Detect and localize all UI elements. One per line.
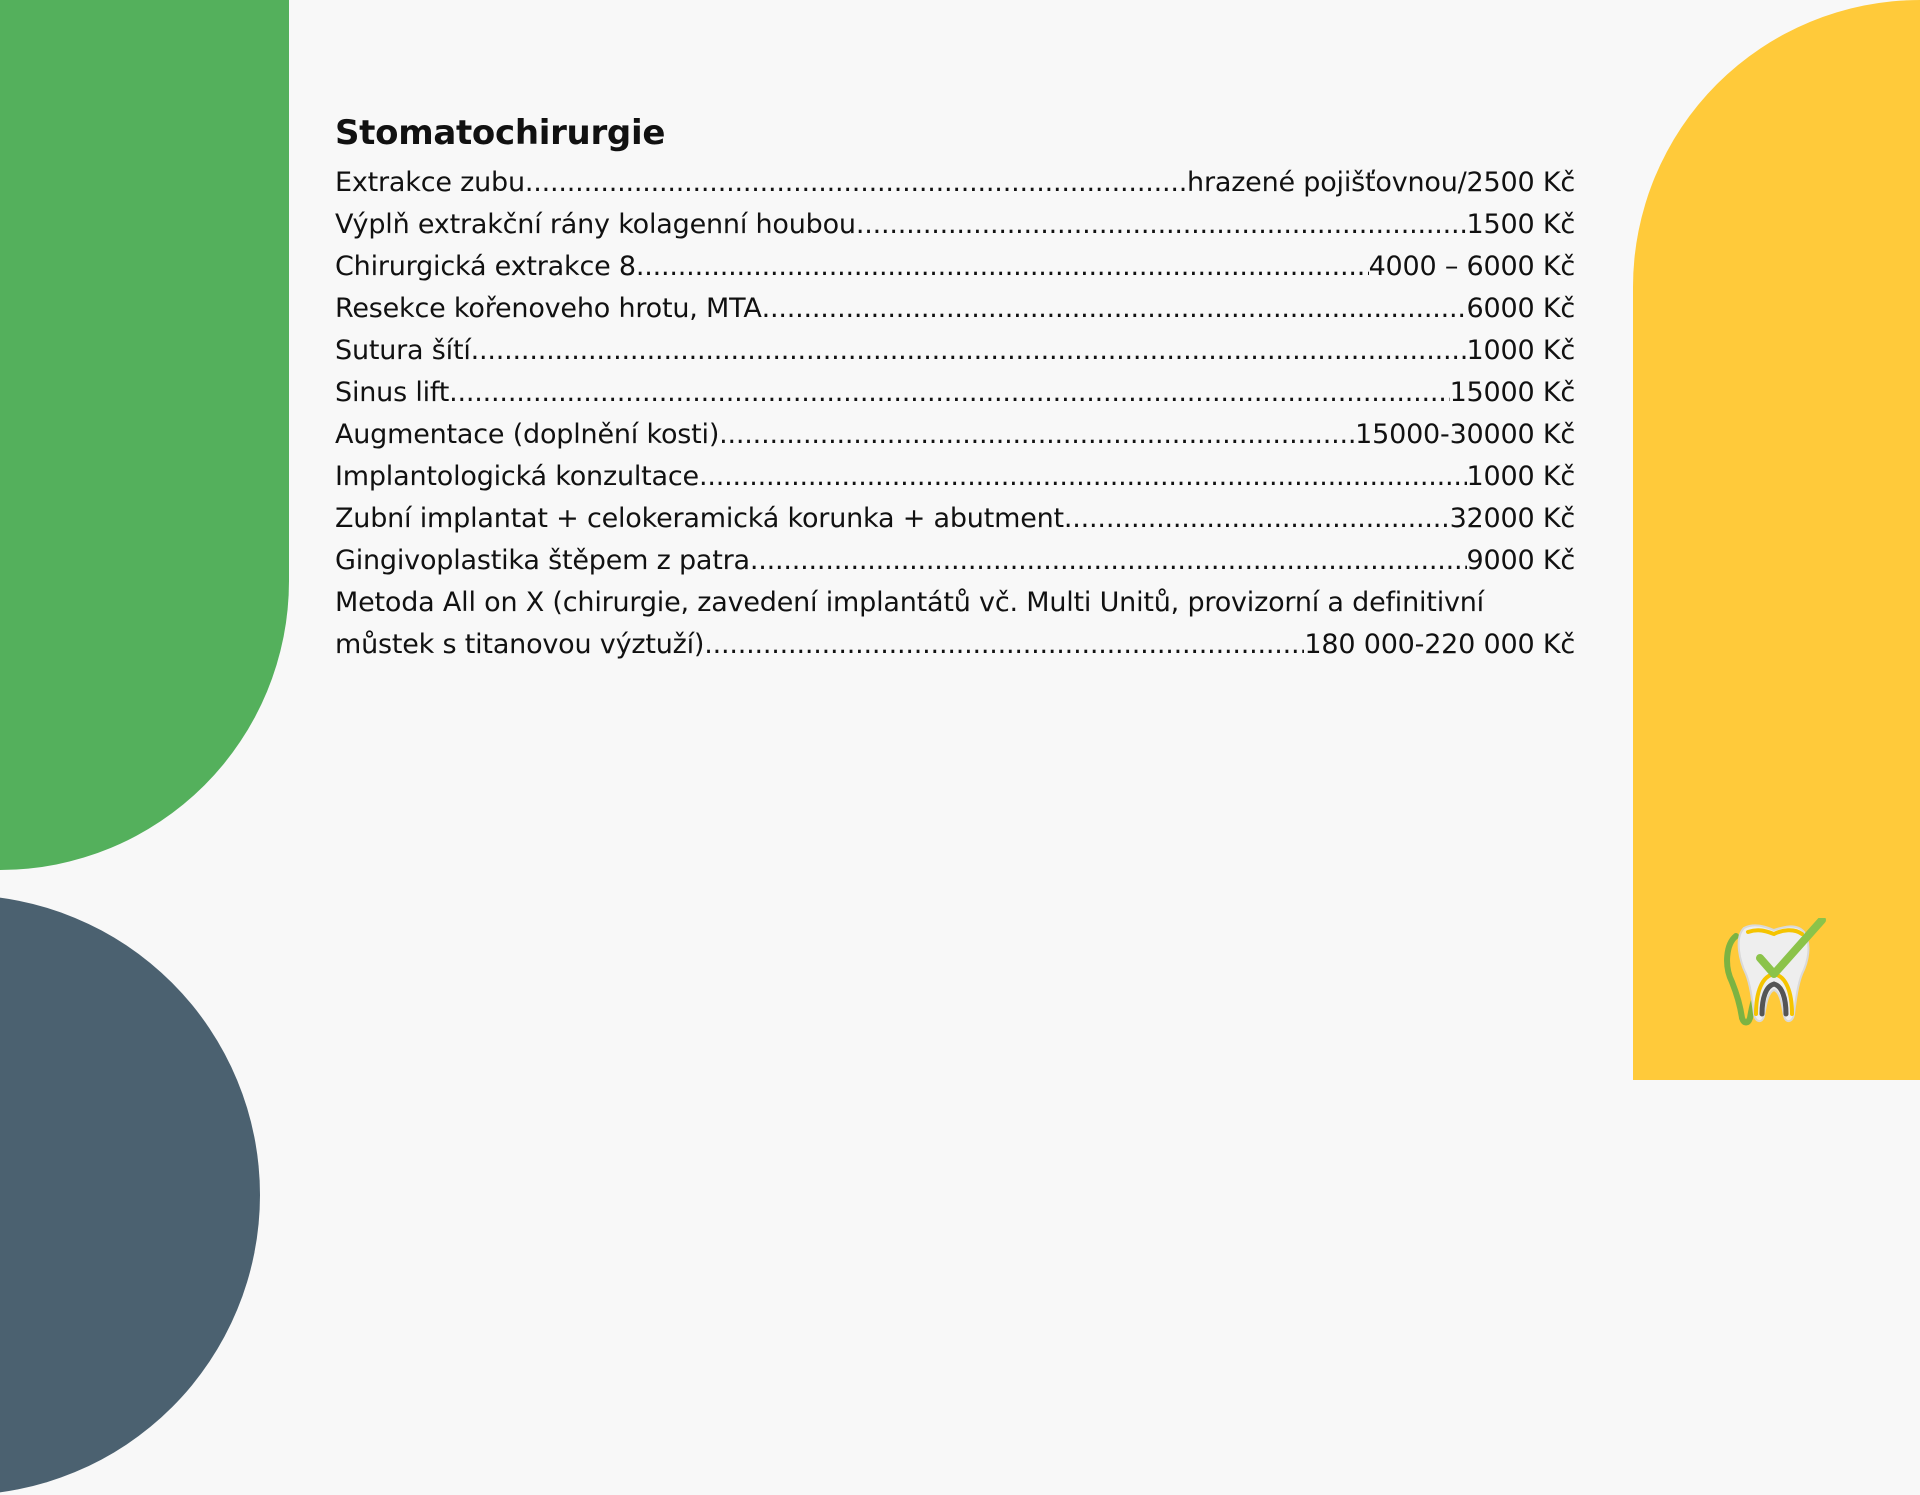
service-name-line1: Metoda All on X (chirurgie, zavedení implantátů vč. Multi Unitů, provizorní a definitivní [335,587,1484,618]
service-price: 32000 Kč [1449,503,1575,534]
dot-leader [719,414,1355,456]
price-row [335,498,1575,540]
price-row [335,330,1575,372]
service-name: Implantologická konzultace [335,461,699,492]
dot-leader [636,246,1369,288]
decorative-slate-circle [0,895,260,1495]
dot-leader [1064,498,1450,540]
price-row [335,162,1575,204]
service-price: 15000-30000 Kč [1355,419,1575,450]
service-price: hrazené pojišťovnou/2500 Kč [1187,167,1575,198]
price-row [335,246,1575,288]
service-price: 9000 Kč [1466,545,1575,576]
service-name: Zubní implantat + celokeramická korunka + abutment [335,503,1064,534]
service-name: Gingivoplastika štěpem z patra [335,545,750,576]
service-name: Augmentace (doplnění kosti) [335,419,720,450]
price-row [335,372,1575,414]
price-row [335,288,1575,330]
service-name-line2: můstek s titanovou výztuží) [335,629,705,660]
decorative-green-shape [0,0,289,870]
price-row [335,540,1575,582]
service-name: Chirurgická extrakce 8 [335,251,636,282]
dot-leader [856,204,1467,246]
dot-leader [704,624,1304,666]
service-price: 15000 Kč [1449,377,1575,408]
service-name: Sinus lift [335,377,450,408]
dot-leader [762,288,1467,330]
price-list [335,162,1575,666]
service-price: 1500 Kč [1466,209,1575,240]
service-price: 6000 Kč [1466,293,1575,324]
dot-leader [449,372,1449,414]
service-price: 1000 Kč [1466,335,1575,366]
service-price: 180 000-220 000 Kč [1304,629,1575,660]
price-row [335,414,1575,456]
service-price: 1000 Kč [1466,461,1575,492]
dot-leader [750,540,1467,582]
price-list-section [335,108,1575,666]
service-name: Sutura šítí [335,335,471,366]
service-price: 4000 – 6000 Kč [1368,251,1575,282]
price-row-multiline [335,582,1575,666]
service-name: Extrakce zubu [335,167,525,198]
dot-leader [699,456,1467,498]
price-row-continuation [335,624,1575,666]
service-name: Resekce kořenoveho hrotu, MTA [335,293,762,324]
tooth-check-icon [1718,918,1858,1028]
price-row [335,204,1575,246]
section-title: Stomatochirurgie [335,113,666,153]
service-name: Výplň extrakční rány kolagenní houbou [335,209,856,240]
dot-leader [525,162,1187,204]
dot-leader [471,330,1467,372]
price-row [335,456,1575,498]
